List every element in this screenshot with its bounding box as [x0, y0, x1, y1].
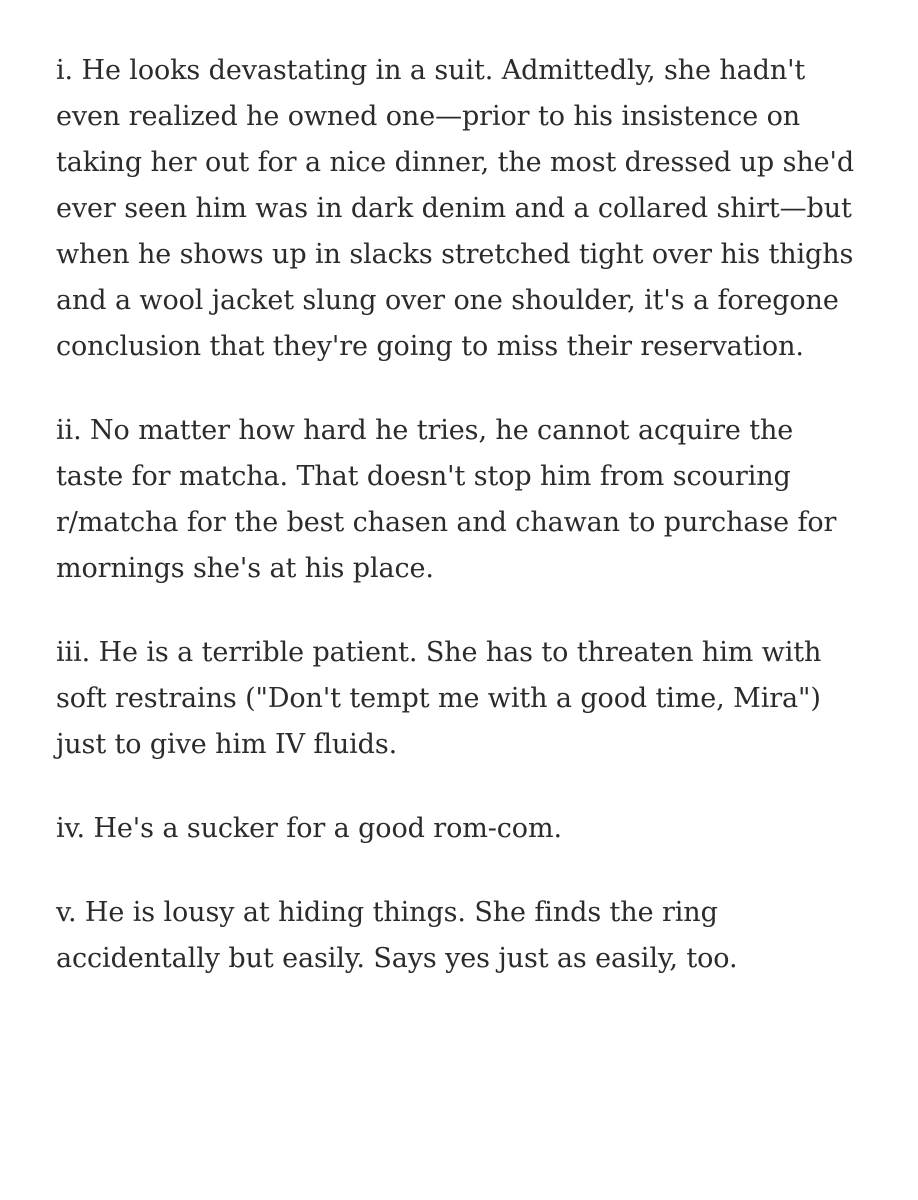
- paragraph-v: v. He is lousy at hiding things. She finds the ring accidentally but easily. Says yes just as easily, too.: [56, 897, 738, 974]
- paragraph-i: i. He looks devastating in a suit. Admittedly, she hadn't even realized he owned one—prior to his insistence on taking her out for a nice dinner, the most dressed up she'd ever seen him was in dark denim and a collared shirt—but when he shows up in slacks stretched tight over his thighs and a wool jacket slung over one shoulder, it's a foregone conclusion that they're going to miss their reservation.: [56, 55, 854, 362]
- paragraph-ii: ii. No matter how hard he tries, he cannot acquire the taste for matcha. That doesn't stop him from scouring r/matcha for the best chasen and chawan to purchase for mornings she's at his place.: [56, 415, 837, 584]
- paragraph-iv: iv. He's a sucker for a good rom-com.: [56, 813, 562, 844]
- paragraph-iii: iii. He is a terrible patient. She has to threaten him with soft restrains ("Don't tempt me with a good time, Mira") just to give him IV fluids.: [56, 637, 822, 760]
- document-body: [56, 48, 856, 982]
